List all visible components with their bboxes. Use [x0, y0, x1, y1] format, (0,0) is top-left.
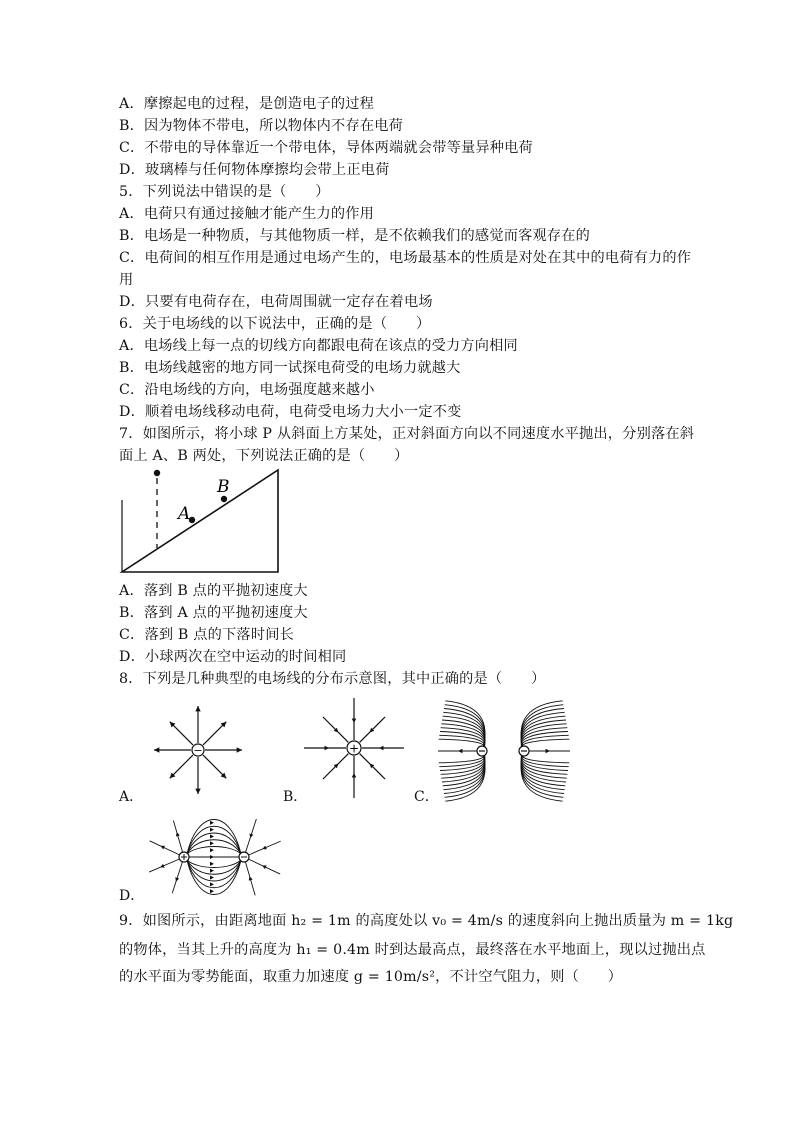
q7-stem-line2: 面上 A、B 两处，下列说法正确的是（ ） — [119, 448, 409, 464]
ball-p — [154, 470, 160, 476]
point-b-label: B — [217, 477, 230, 497]
q4-option-c: C．不带电的导体靠近一个带电体，导体两端就会带等量异种电荷 — [119, 140, 533, 156]
field-line — [173, 821, 182, 853]
q4-option-b: B．因为物体不带电，所以物体内不存在电荷 — [119, 118, 403, 134]
q7-stem-line1: 7．如图所示，将小球 P 从斜面上方某处，正对斜面方向以不同速度水平抛出，分别落在斜 — [119, 426, 695, 442]
q8-label-a: A． — [119, 789, 144, 805]
q5-option-c-line2: 用 — [119, 272, 134, 288]
field-line — [445, 701, 485, 751]
q7-option-c: C．落到 B 点的下落时间长 — [119, 627, 294, 643]
q6-option-b: B．电场线越密的地方同一试探电荷受的电场力就越大 — [119, 360, 461, 376]
q7-option-d: D．小球两次在空中运动的时间相同 — [119, 649, 347, 665]
q5-option-a: A．电荷只有通过接触才能产生力的作用 — [119, 206, 375, 222]
field-figure-b — [300, 696, 412, 800]
q8-label-b: B． — [283, 789, 308, 805]
q9-line2: 的物体，当其上升的高度为 h₁ = 0.4m 时到达最高点，最终落在水平地面上，现以过抛出点 — [119, 942, 706, 958]
q7-option-a: A．落到 B 点的平抛初速度大 — [119, 583, 308, 599]
q8-label-d: D． — [119, 888, 145, 904]
q5-option-d: D．只要有电荷存在，电荷周围就一定存在着电场 — [119, 294, 433, 310]
field-line — [187, 860, 241, 881]
point-a-label: A — [178, 504, 191, 524]
incline-triangle — [122, 470, 278, 572]
q7-option-b: B．落到 A 点的平抛初速度大 — [119, 605, 308, 621]
q8-stem: 8．下列是几种典型的电场线的分布示意图，其中正确的是（ ） — [119, 671, 546, 687]
field-figure-d — [142, 810, 290, 902]
q6-option-a: A．电场线上每一点的切线方向都跟电荷在该点的受力方向相同 — [119, 338, 518, 354]
field-line — [187, 860, 241, 868]
q9-line3: 的水平面为零势能面，取重力加速度 g = 10m/s²，不计空气阻力，则（ ） — [119, 969, 623, 985]
field-line — [172, 862, 182, 893]
field-figure-a — [140, 706, 260, 802]
field-line — [445, 751, 485, 797]
field-line — [521, 751, 563, 797]
q6-stem: 6．关于电场线的以下说法中，正确的是（ ） — [119, 316, 431, 332]
q6-option-d: D．顺着电场线移动电荷，电荷受电场力大小一定不变 — [119, 404, 462, 420]
q5-option-c-line1: C．电荷间的相互作用是通过电场产生的，电场最基本的性质是对处在其中的电荷有力的作 — [119, 250, 692, 266]
field-line — [445, 705, 485, 751]
field-figure-c — [434, 694, 574, 806]
charge-sign-negative: − — [193, 744, 203, 757]
charge-sign-positive: + — [348, 741, 360, 756]
field-line — [187, 847, 241, 855]
field-line — [521, 705, 563, 751]
q4-option-a: A．摩擦起电的过程，是创造电子的过程 — [119, 96, 375, 112]
field-line — [150, 841, 180, 855]
q9-line1: 9．如图所示，由距离地面 h₂ = 1m 的高度处以 v₀ = 4m/s 的速度斜向上抛出质量为 m = 1kg — [119, 913, 734, 929]
incline-figure — [118, 464, 284, 576]
field-line — [521, 701, 563, 751]
q5-option-b: B．电场是一种物质，与其他物质一样，是不依赖我们的感觉而客观存在的 — [119, 228, 591, 244]
q4-option-d: D．玻璃棒与任何物体摩擦均会带上正电荷 — [119, 162, 390, 178]
field-line — [521, 751, 563, 801]
q5-stem: 5．下列说法中错误的是（ ） — [119, 184, 330, 200]
field-line — [445, 751, 485, 801]
field-line — [187, 833, 241, 854]
q6-option-c: C．沿电场线的方向，电场强度越来越小 — [119, 382, 375, 398]
q8-label-c: C． — [414, 789, 439, 805]
field-line — [149, 859, 179, 872]
